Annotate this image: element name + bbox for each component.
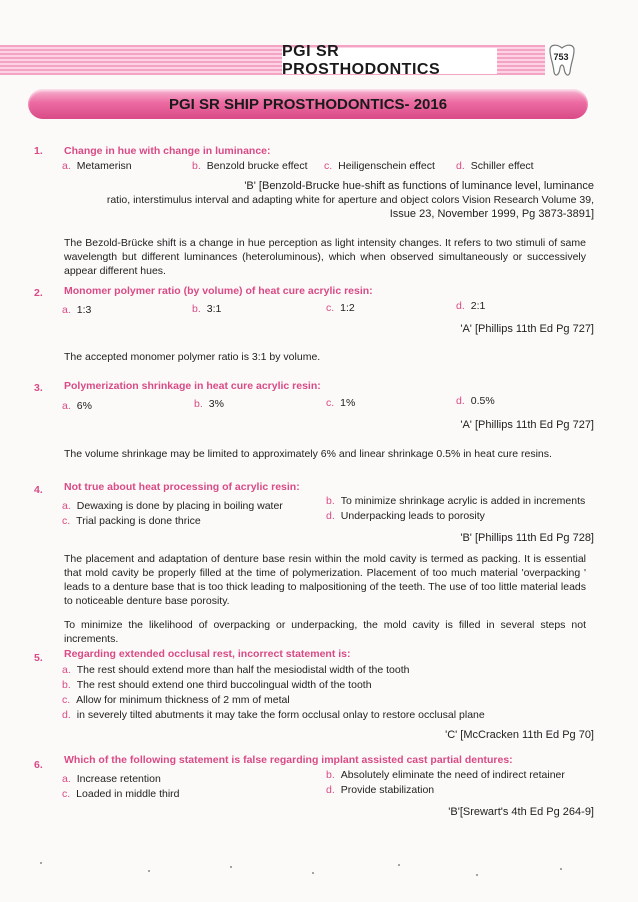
option-letter: a. (62, 304, 71, 316)
option-letter: d. (326, 510, 335, 522)
answer-reference: 'B' [Phillips 11th Ed Pg 728] (460, 532, 594, 544)
option-text: Increase retention (76, 773, 161, 785)
option-letter: c. (62, 694, 71, 706)
question-number: 4. (34, 484, 43, 496)
answer-reference: Issue 23, November 1999, Pg 3873-3891] (389, 208, 594, 220)
question-text: Polymerization shrinkage in heat cure acrylic resin: (64, 380, 321, 392)
scan-speck (476, 874, 478, 876)
explanation: To minimize the likelihood of overpacking or underpacking, the mold cavity is filled in several steps not increments. (64, 619, 586, 645)
answer-reference: 'C' [McCracken 11th Ed Pg 70] (445, 729, 594, 741)
scan-speck (148, 870, 150, 872)
option-text: Metamerisn (76, 160, 132, 172)
option-text: Absolutely eliminate the need of indirect retainer (340, 769, 565, 781)
option-text: Benzold brucke effect (206, 160, 308, 172)
answer-reference: ratio, interstimulus interval and adapting white for aperture and object colors Vision Research Volume 39, (106, 194, 594, 206)
scan-speck (40, 862, 42, 864)
option (194, 398, 224, 410)
option-letter: a. (62, 664, 71, 676)
option (324, 160, 435, 172)
option-text: 6% (76, 400, 92, 412)
question-number: 1. (34, 145, 43, 157)
question-text: Not true about heat processing of acrylic resin: (64, 481, 300, 493)
answer-reference: 'B'[Srewart's 4th Ed Pg 264-9] (448, 806, 594, 818)
option (456, 395, 495, 407)
option-text: in severely tilted abutments it may take the form occlusal onlay to restore occlusal plane (76, 709, 485, 721)
option (62, 500, 283, 512)
option (326, 784, 434, 796)
option-letter: c. (62, 515, 71, 527)
explanation: The placement and adaptation of denture base resin within the mold cavity is termed as packing. It is essential that mold cavity be properly filled at the time of polymerization. Placement of too much material 'overpacking ' leads to a denture base that is too thick leading to malpositioning of the teeth. The use of too little material leads to noticeable denture base porosity. (64, 553, 586, 607)
option-text: Underpacking leads to porosity (340, 510, 485, 522)
question-number: 3. (34, 382, 43, 394)
scan-speck (398, 864, 400, 866)
option-text: The rest should extend one third buccolingual width of the tooth (76, 679, 372, 691)
option-text: The rest should extend more than half the mesiodistal width of the tooth (76, 664, 410, 676)
option (326, 510, 485, 522)
option-letter: b. (62, 679, 71, 691)
option-letter: d. (62, 709, 71, 721)
option-letter: c. (62, 788, 71, 800)
option-text: Loaded in middle third (76, 788, 180, 800)
option-text: 2:1 (470, 300, 486, 312)
option-text: To minimize shrinkage acrylic is added in increments (340, 495, 586, 507)
option-letter: b. (194, 398, 203, 410)
answer-reference: 'B' [Benzold-Brucke hue-shift as functions of luminance level, luminance (244, 180, 594, 192)
question-text: Change in hue with change in luminance: (64, 145, 271, 157)
explanation: The accepted monomer polymer ratio is 3:1 by volume. (64, 351, 321, 363)
option (62, 709, 485, 721)
option-letter: b. (192, 160, 201, 172)
option-text: 1:2 (340, 302, 355, 314)
option-text: Allow for minimum thickness of 2 mm of metal (76, 694, 290, 706)
option (62, 788, 180, 800)
option-letter: d. (456, 300, 465, 312)
option-text: Trial packing is done thrice (76, 515, 201, 527)
scan-speck (560, 868, 562, 870)
option (326, 302, 355, 314)
option-text: 1% (340, 397, 356, 409)
option-text: Provide stabilization (340, 784, 435, 796)
option-text: 1:3 (76, 304, 92, 316)
option-letter: b. (326, 769, 335, 781)
option (62, 304, 91, 316)
option-text: Schiller effect (470, 160, 534, 172)
option-letter: b. (192, 303, 201, 315)
option-text: Heiligenschein effect (338, 160, 435, 172)
question-text: Monomer polymer ratio (by volume) of heat cure acrylic resin: (64, 285, 373, 297)
question-number: 5. (34, 652, 43, 664)
option-letter: c. (324, 160, 333, 172)
option-text: Dewaxing is done by placing in boiling water (76, 500, 283, 512)
question-number: 2. (34, 287, 43, 299)
option-letter: d. (456, 160, 465, 172)
option (62, 664, 409, 676)
explanation: The volume shrinkage may be limited to approximately 6% and linear shrinkage 0.5% in heat cure resins. (64, 448, 552, 460)
option (456, 160, 534, 172)
option-text: 3:1 (206, 303, 222, 315)
scan-speck (312, 872, 314, 874)
scan-speck (230, 866, 232, 868)
option (62, 773, 161, 785)
option (62, 679, 372, 691)
explanation: The Bezold-Brücke shift is a change in hue perception as light intensity changes. It refers to two stimuli of same wavelength but different luminances (heteroluminous), which when observed simultaneously or successively appear different hues. (64, 237, 586, 277)
option (62, 694, 290, 706)
option (326, 769, 565, 781)
question-text: Regarding extended occlusal rest, incorrect statement is: (64, 648, 351, 660)
option-letter: d. (456, 395, 465, 407)
question-text: Which of the following statement is false regarding implant assisted cast partial dentures: (64, 754, 513, 766)
option-letter: c. (326, 397, 335, 409)
option-letter: c. (326, 302, 335, 314)
option (62, 515, 201, 527)
option (62, 400, 92, 412)
option (62, 160, 132, 172)
page-number: 753 (553, 52, 569, 62)
header-title: PGI SR PROSTHODONTICS (282, 48, 497, 74)
option-text: 0.5% (470, 395, 495, 407)
option (326, 495, 585, 507)
banner-title: PGI SR SHIP PROSTHODONTICS- 2016 (168, 95, 448, 113)
answer-reference: 'A' [Phillips 11th Ed Pg 727] (460, 323, 594, 335)
option-letter: d. (326, 784, 335, 796)
option (192, 160, 308, 172)
option-letter: a. (62, 773, 71, 785)
option-letter: a. (62, 400, 71, 412)
option (326, 397, 355, 409)
option-letter: b. (326, 495, 335, 507)
answer-reference: 'A' [Phillips 11th Ed Pg 727] (460, 419, 594, 431)
option-letter: a. (62, 160, 71, 172)
option-letter: a. (62, 500, 71, 512)
option (192, 303, 221, 315)
question-number: 6. (34, 759, 43, 771)
option (456, 300, 485, 312)
option-text: 3% (208, 398, 224, 410)
